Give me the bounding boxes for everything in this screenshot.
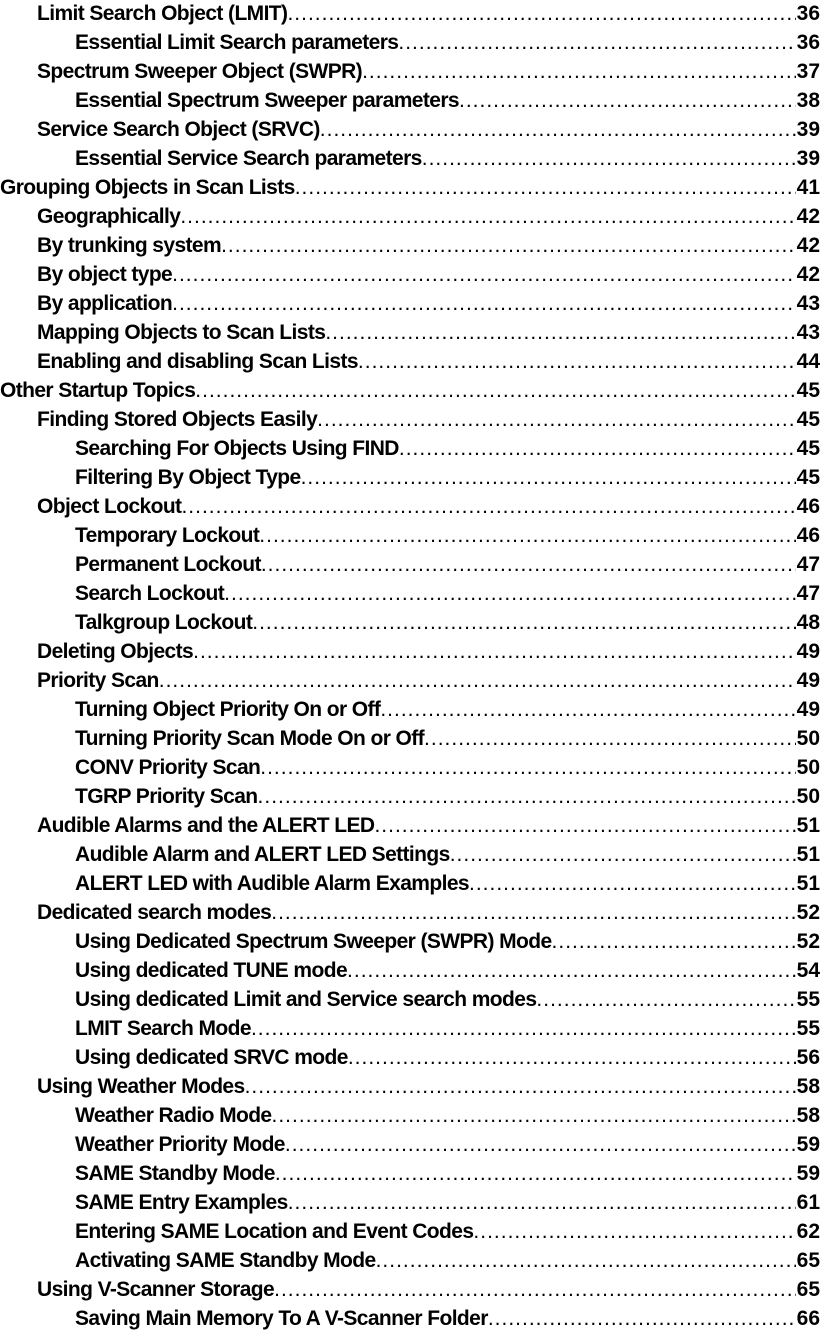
toc-entry-title[interactable]: Using Dedicated Spectrum Sweeper (SWPR) Mode bbox=[75, 930, 552, 953]
toc-entry-title[interactable]: Using dedicated TUNE mode bbox=[75, 959, 348, 982]
toc-entry[interactable] bbox=[0, 1157, 822, 1186]
toc-entry-title[interactable]: Temporary Lockout bbox=[75, 524, 260, 547]
toc-entry-title[interactable]: Deleting Objects bbox=[37, 640, 194, 663]
toc-entry-title[interactable]: Priority Scan bbox=[37, 669, 159, 692]
dot-leader bbox=[193, 640, 796, 664]
toc-entry-page-number[interactable]: 46 bbox=[796, 495, 820, 518]
toc-entry-title[interactable]: Enabling and disabling Scan Lists bbox=[37, 350, 358, 373]
toc-entry[interactable] bbox=[0, 1244, 822, 1273]
toc-entry[interactable] bbox=[0, 258, 822, 287]
toc-entry[interactable] bbox=[0, 26, 822, 55]
dot-leader bbox=[287, 2, 795, 26]
dot-leader bbox=[272, 1104, 796, 1128]
toc-entry-page-number[interactable]: 65 bbox=[796, 1249, 820, 1272]
toc-entry[interactable] bbox=[0, 171, 822, 200]
toc-entry-title[interactable]: By application bbox=[37, 292, 173, 315]
toc-entry-page-number[interactable]: 43 bbox=[796, 292, 820, 315]
toc-entry-title[interactable]: Spectrum Sweeper Object (SWPR) bbox=[37, 60, 363, 83]
dot-leader bbox=[159, 669, 796, 693]
toc-entry[interactable] bbox=[0, 548, 822, 577]
toc-entry-title[interactable]: Weather Radio Mode bbox=[75, 1104, 272, 1127]
dot-leader bbox=[251, 1017, 796, 1041]
dot-leader bbox=[261, 553, 796, 577]
dot-leader bbox=[424, 727, 796, 751]
toc-entry-title[interactable]: Audible Alarm and ALERT LED Settings bbox=[75, 843, 450, 866]
dot-leader bbox=[172, 292, 796, 316]
toc-entry-page-number[interactable]: 50 bbox=[796, 727, 820, 750]
dot-leader bbox=[320, 118, 796, 142]
dot-leader bbox=[195, 379, 795, 403]
toc-entry[interactable] bbox=[0, 55, 822, 84]
toc-entry-title[interactable]: Mapping Objects to Scan Lists bbox=[37, 321, 326, 344]
dot-leader bbox=[224, 582, 795, 606]
toc-entry-title[interactable]: Essential Service Search parameters bbox=[75, 147, 422, 170]
toc-entry-title[interactable]: Geographically bbox=[37, 205, 181, 228]
toc-entry[interactable] bbox=[0, 461, 822, 490]
dot-leader bbox=[271, 901, 795, 925]
toc-entry-title[interactable]: SAME Entry Examples bbox=[75, 1191, 288, 1214]
toc-entry-title[interactable]: Using Weather Modes bbox=[37, 1075, 245, 1098]
toc-entry-page-number[interactable]: 44 bbox=[796, 350, 820, 373]
toc-entry-page-number[interactable]: 51 bbox=[796, 872, 820, 895]
toc-entry[interactable] bbox=[0, 519, 822, 548]
toc-entry-page-number[interactable]: 61 bbox=[796, 1191, 820, 1214]
toc-entry[interactable] bbox=[0, 1273, 822, 1302]
toc-entry-title[interactable]: Grouping Objects in Scan Lists bbox=[0, 176, 295, 199]
toc-entry-title[interactable]: Activating SAME Standby Mode bbox=[75, 1249, 376, 1272]
dot-leader bbox=[469, 872, 796, 896]
dot-leader bbox=[285, 1133, 796, 1157]
toc-entry[interactable] bbox=[0, 0, 822, 26]
toc-entry-page-number[interactable]: 38 bbox=[796, 89, 820, 112]
toc-entry-title[interactable]: Talkgroup Lockout bbox=[75, 611, 253, 634]
toc-entry-page-number[interactable]: 45 bbox=[796, 466, 820, 489]
dot-leader bbox=[172, 263, 796, 287]
toc-entry-title[interactable]: Dedicated search modes bbox=[37, 901, 272, 924]
toc-entry-title[interactable]: Filtering By Object Type bbox=[75, 466, 301, 489]
dot-leader bbox=[380, 698, 795, 722]
toc-entry-title[interactable]: Audible Alarms and the ALERT LED bbox=[37, 814, 375, 837]
toc-entry[interactable] bbox=[0, 403, 822, 432]
toc-entry[interactable] bbox=[0, 1041, 822, 1070]
toc-entry-title[interactable]: Essential Spectrum Sweeper parameters bbox=[75, 89, 459, 112]
toc-entry-title[interactable]: Turning Priority Scan Mode On or Off bbox=[75, 727, 425, 750]
toc-entry[interactable] bbox=[0, 780, 822, 809]
dot-leader bbox=[259, 524, 795, 548]
dot-leader bbox=[422, 147, 796, 171]
toc-entry-title[interactable]: Using dedicated SRVC mode bbox=[75, 1046, 348, 1069]
toc-entry-page-number[interactable]: 49 bbox=[796, 669, 820, 692]
dot-leader bbox=[221, 234, 796, 258]
toc-entry-page-number[interactable]: 47 bbox=[796, 582, 820, 605]
dot-leader bbox=[181, 495, 795, 519]
toc-entry[interactable] bbox=[0, 1186, 822, 1215]
toc-entry-page-number[interactable]: 43 bbox=[796, 321, 820, 344]
toc-entry[interactable] bbox=[0, 1012, 822, 1041]
toc-entry-title[interactable]: By trunking system bbox=[37, 234, 222, 257]
toc-entry-title[interactable]: Service Search Object (SRVC) bbox=[37, 118, 320, 141]
toc-entry[interactable] bbox=[0, 142, 822, 171]
toc-entry-page-number[interactable]: 52 bbox=[796, 930, 820, 953]
toc-entry-page-number[interactable]: 45 bbox=[796, 379, 820, 402]
toc-entry-title[interactable]: By object type bbox=[37, 263, 173, 286]
dot-leader bbox=[488, 1307, 796, 1331]
dot-leader bbox=[295, 176, 796, 200]
toc-entry-page-number[interactable]: 45 bbox=[796, 408, 820, 431]
toc-entry[interactable] bbox=[0, 374, 822, 403]
dot-leader bbox=[358, 350, 796, 374]
toc-entry[interactable] bbox=[0, 1302, 822, 1331]
toc-entry-page-number[interactable]: 50 bbox=[796, 785, 820, 808]
dot-leader bbox=[260, 756, 795, 780]
toc-entry[interactable] bbox=[0, 432, 822, 461]
toc-entry[interactable] bbox=[0, 1070, 822, 1099]
dot-leader bbox=[301, 466, 796, 490]
toc-entry-title[interactable]: Saving Main Memory To A V-Scanner Folder bbox=[75, 1307, 488, 1330]
toc-entry-title[interactable]: Searching For Objects Using FIND bbox=[75, 437, 399, 460]
dot-leader bbox=[348, 1046, 796, 1070]
dot-leader bbox=[252, 611, 795, 635]
toc-entry[interactable] bbox=[0, 200, 822, 229]
dot-leader bbox=[362, 60, 796, 84]
toc-entry-page-number[interactable]: 36 bbox=[796, 31, 820, 54]
toc-entry-page-number[interactable]: 56 bbox=[796, 1046, 820, 1069]
toc-entry-title[interactable]: Search Lockout bbox=[75, 582, 225, 605]
toc-entry-title[interactable]: CONV Priority Scan bbox=[75, 756, 261, 779]
toc-entry-page-number[interactable]: 42 bbox=[796, 263, 820, 286]
toc-entry-page-number[interactable]: 59 bbox=[796, 1133, 820, 1156]
toc-entry[interactable] bbox=[0, 316, 822, 345]
dot-leader bbox=[245, 1075, 796, 1099]
toc-entry[interactable] bbox=[0, 896, 822, 925]
toc-entry[interactable] bbox=[0, 84, 822, 113]
dot-leader bbox=[275, 1162, 796, 1186]
toc-entry-title[interactable]: Object Lockout bbox=[37, 495, 182, 518]
toc-entry-page-number[interactable]: 48 bbox=[796, 611, 820, 634]
toc-entry[interactable] bbox=[0, 1128, 822, 1157]
toc-entry-title[interactable]: Using V-Scanner Storage bbox=[37, 1278, 275, 1301]
toc-entry-page-number[interactable]: 49 bbox=[796, 640, 820, 663]
toc-entry-page-number[interactable]: 49 bbox=[796, 698, 820, 721]
toc-entry-page-number[interactable]: 39 bbox=[796, 118, 820, 141]
toc-entry-page-number[interactable]: 62 bbox=[796, 1220, 820, 1243]
toc-entry-page-number[interactable]: 41 bbox=[796, 176, 820, 199]
toc-entry-title[interactable]: Finding Stored Objects Easily bbox=[37, 408, 318, 431]
dot-leader bbox=[398, 31, 795, 55]
toc-entry[interactable] bbox=[0, 954, 822, 983]
toc-entry[interactable] bbox=[0, 345, 822, 374]
dot-leader bbox=[274, 1278, 796, 1302]
dot-leader bbox=[399, 437, 796, 461]
toc-entry[interactable] bbox=[0, 867, 822, 896]
dot-leader bbox=[317, 408, 795, 432]
toc-entry-title[interactable]: Using dedicated Limit and Service search modes bbox=[75, 988, 537, 1011]
toc-entry[interactable] bbox=[0, 577, 822, 606]
toc-entry-title[interactable]: Turning Object Priority On or Off bbox=[75, 698, 381, 721]
toc-entry-page-number[interactable]: 50 bbox=[796, 756, 820, 779]
toc-entry-title[interactable]: Limit Search Object (LMIT) bbox=[37, 2, 288, 25]
toc-entry-page-number[interactable]: 65 bbox=[796, 1278, 820, 1301]
dot-leader bbox=[325, 321, 795, 345]
toc-entry-page-number[interactable]: 54 bbox=[796, 959, 820, 982]
toc-entry[interactable] bbox=[0, 751, 822, 780]
toc-entry-title[interactable]: Weather Priority Mode bbox=[75, 1133, 285, 1156]
toc-entry-page-number[interactable]: 45 bbox=[796, 437, 820, 460]
toc-entry-page-number[interactable]: 66 bbox=[796, 1307, 820, 1330]
toc-entry-page-number[interactable]: 47 bbox=[796, 553, 820, 576]
dot-leader bbox=[258, 785, 796, 809]
toc-entry[interactable] bbox=[0, 229, 822, 258]
toc-entry-page-number[interactable]: 58 bbox=[796, 1075, 820, 1098]
toc-entry[interactable] bbox=[0, 664, 822, 693]
toc-entry-title[interactable]: Essential Limit Search parameters bbox=[75, 31, 399, 54]
toc-entry-title[interactable]: Other Startup Topics bbox=[0, 379, 196, 402]
toc-entry-page-number[interactable]: 52 bbox=[796, 901, 820, 924]
toc-entry-page-number[interactable]: 39 bbox=[796, 147, 820, 170]
toc-entry-page-number[interactable]: 58 bbox=[796, 1104, 820, 1127]
toc-entry-page-number[interactable]: 55 bbox=[796, 988, 820, 1011]
toc-entry-page-number[interactable]: 59 bbox=[796, 1162, 820, 1185]
dot-leader bbox=[288, 1191, 796, 1215]
toc-entry-page-number[interactable]: 36 bbox=[796, 2, 820, 25]
toc-entry-title[interactable]: Entering SAME Location and Event Codes bbox=[75, 1220, 474, 1243]
toc-entry[interactable] bbox=[0, 113, 822, 142]
toc-entry-page-number[interactable]: 37 bbox=[796, 60, 820, 83]
toc-entry-title[interactable]: SAME Standby Mode bbox=[75, 1162, 275, 1185]
dot-leader bbox=[552, 930, 796, 954]
toc-entry[interactable] bbox=[0, 490, 822, 519]
toc-entry[interactable] bbox=[0, 635, 822, 664]
toc-entry[interactable] bbox=[0, 809, 822, 838]
dot-leader bbox=[450, 843, 796, 867]
dot-leader bbox=[536, 988, 795, 1012]
toc-entry-title[interactable]: ALERT LED with Audible Alarm Examples bbox=[75, 872, 469, 895]
toc-entry-title[interactable]: Permanent Lockout bbox=[75, 553, 261, 576]
toc-entry[interactable] bbox=[0, 693, 822, 722]
toc-entry-page-number[interactable]: 42 bbox=[796, 234, 820, 257]
toc-entry[interactable] bbox=[0, 287, 822, 316]
toc-entry[interactable] bbox=[0, 1215, 822, 1244]
toc-entry[interactable] bbox=[0, 838, 822, 867]
toc-entry-page-number[interactable]: 46 bbox=[796, 524, 820, 547]
toc-entry-title[interactable]: LMIT Search Mode bbox=[75, 1017, 251, 1040]
dot-leader bbox=[374, 814, 795, 838]
toc-entry-page-number[interactable]: 51 bbox=[796, 843, 820, 866]
dot-leader bbox=[180, 205, 795, 229]
toc-entry-page-number[interactable]: 55 bbox=[796, 1017, 820, 1040]
toc-entry[interactable] bbox=[0, 983, 822, 1012]
dot-leader bbox=[473, 1220, 795, 1244]
dot-leader bbox=[459, 89, 796, 113]
toc-entry-page-number[interactable]: 42 bbox=[796, 205, 820, 228]
toc-entry-title[interactable]: TGRP Priority Scan bbox=[75, 785, 258, 808]
toc-entry[interactable] bbox=[0, 925, 822, 954]
dot-leader bbox=[376, 1249, 796, 1273]
toc-entry[interactable] bbox=[0, 606, 822, 635]
toc-entry-page-number[interactable]: 51 bbox=[796, 814, 820, 837]
toc-entry[interactable] bbox=[0, 1099, 822, 1128]
toc-entry[interactable] bbox=[0, 722, 822, 751]
dot-leader bbox=[347, 959, 796, 983]
